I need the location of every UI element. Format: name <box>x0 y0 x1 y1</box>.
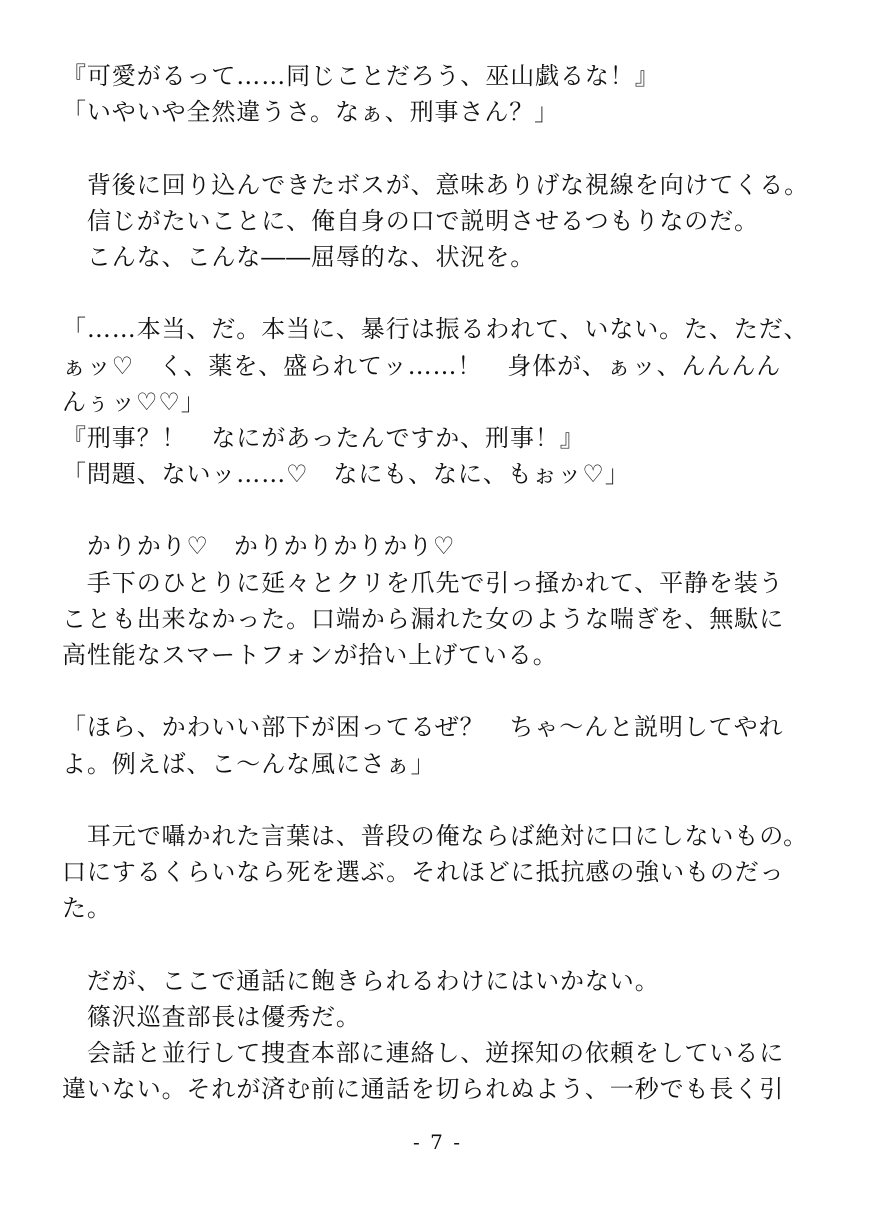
text-line: 信じがたいことに、俺自身の口で説明させるつもりなのだ。 <box>62 206 759 235</box>
paragraph-4 <box>62 528 822 673</box>
text-line: た。 <box>62 894 112 923</box>
text-line: 「いやいや全然違うさ。なぁ、刑事さん？」 <box>62 98 560 127</box>
text-line: こんな、こんな――屈辱的な、状況を。 <box>62 242 536 271</box>
text-line: 「問題、ないッ……♡ なにも、なに、もぉッ♡」 <box>62 460 630 489</box>
text-line: んぅッ♡♡」 <box>62 387 206 416</box>
text-line: かりかり♡ かりかりかりかり♡ <box>62 532 456 561</box>
paragraph-gap <box>62 927 822 963</box>
text-line: 「……本当、だ。本当に、暴行は振るわれて、いない。た、ただ、 <box>62 315 809 344</box>
paragraph-1 <box>62 58 822 130</box>
paragraph-gap <box>62 275 822 311</box>
paragraph-7 <box>62 963 822 1108</box>
text-line: ことも出来なかった。口端から漏れた女のような喘ぎを、無駄に <box>62 604 785 633</box>
text-line: 『刑事？！ なにがあったんですか、刑事！』 <box>62 423 585 452</box>
text-line: 手下のひとりに延々とクリを爪先で引っ掻かれて、平静を装う <box>62 568 784 597</box>
text-line: 「ほら、かわいい部下が困ってるぜ？ ちゃ～んと説明してやれ <box>62 713 784 742</box>
paragraph-2 <box>62 167 822 276</box>
text-line: 違いない。それが済む前に通話を切られぬよう、一秒でも長く引 <box>62 1075 785 1104</box>
text-line: 耳元で囁かれた言葉は、普段の俺ならば絶対に口にしないもの。 <box>62 821 809 850</box>
paragraph-gap <box>62 130 822 166</box>
paragraph-3 <box>62 311 822 492</box>
text-line: 『可愛がるって……同じことだろう、巫山戯るな！』 <box>62 62 660 90</box>
paragraph-gap <box>62 782 822 818</box>
text-line: だが、ここで通話に飽きられるわけにはいかない。 <box>62 966 660 995</box>
body-text <box>62 58 822 1107</box>
text-line: 背後に回り込んできたボスが、意味ありげな視線を向けてくる。 <box>62 170 809 199</box>
paragraph-gap <box>62 492 822 528</box>
text-line: 篠沢巡査部長は優秀だ。 <box>62 1002 361 1031</box>
paragraph-6 <box>62 818 822 927</box>
text-line: 口にするくらいなら死を選ぶ。それほどに抵抗感の強いものだっ <box>62 858 785 887</box>
text-line: 高性能なスマートフォンが拾い上げている。 <box>62 641 558 669</box>
page-number: - 7 - <box>413 1130 462 1154</box>
text-line: よ。例えば、こ～んな風にさぁ」 <box>62 749 436 778</box>
paragraph-5 <box>62 709 822 781</box>
paragraph-gap <box>62 673 822 709</box>
text-line: ぁッ♡ く、薬を、盛られてッ……！ 身体が、ぁッ、んんんん <box>62 351 782 380</box>
text-line: 会話と並行して捜査本部に連絡し、逆探知の依頼をしているに <box>62 1039 785 1068</box>
